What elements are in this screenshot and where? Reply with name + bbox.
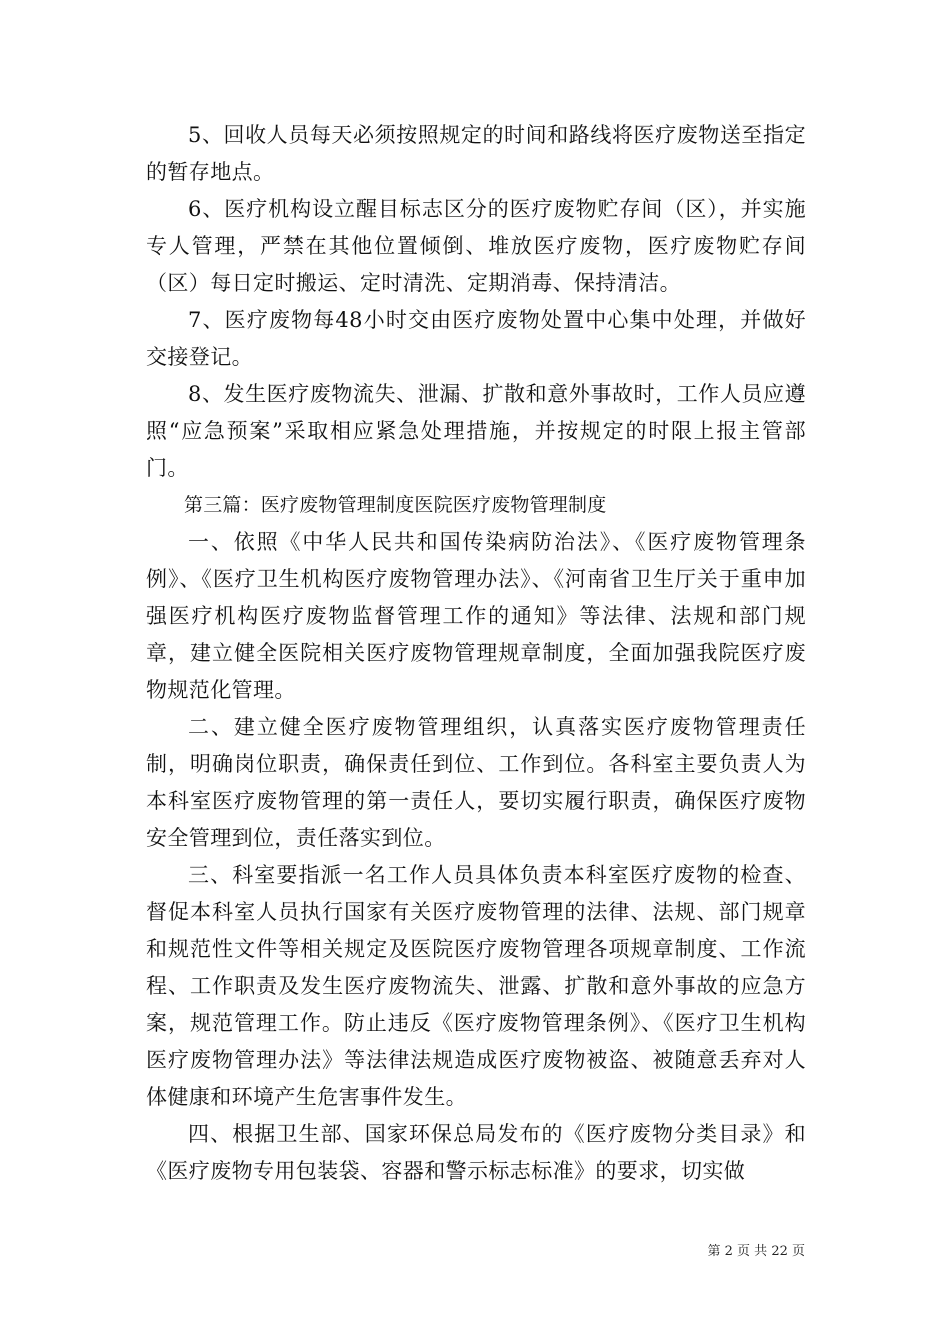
paragraph-8: 8、发生医疗废物流失、泄漏、扩散和意外事故时，工作人员应遵照“应急预案”采取相应紧急处理措施，并按规定的时限上报主管部门。 (146, 382, 806, 480)
paragraph-two: 二、建立健全医疗废物管理组织，认真落实医疗废物管理责任制，明确岗位职责，确保责任到位、工作到位。各科室主要负责人为本科室医疗废物管理的第一责任人，要切实履行职责，确保医疗废物安全管理到位，责任落实到位。 (146, 715, 806, 850)
paragraph-6: 6、医疗机构设立醒目标志区分的医疗废物贮存间（区），并实施专人管理，严禁在其他位置倾倒、堆放医疗废物，医疗废物贮存间（区）每日定时搬运、定时清洗、定期消毒、保持清洁。 (146, 197, 806, 295)
paragraph-three: 三、科室要指派一名工作人员具体负责本科室医疗废物的检查、督促本科室人员执行国家有关医疗废物管理的法律、法规、部门规章和规范性文件等相关规定及医院医疗废物管理各项规章制度、工作流程、工作职责及发生医疗废物流失、泄露、扩散和意外事故的应急方案，规范管理工作。防止违反《医疗废物管理条例》、《医疗卫生机构医疗废物管理办法》等法律法规造成医疗废物被盗、被随意丢弃对人体健康和环境产生危害事件发生。 (146, 863, 806, 1109)
document-body (146, 117, 806, 1190)
section-heading: 第三篇：医疗废物管理制度医院医疗废物管理制度 (184, 494, 607, 516)
paragraph-one: 一、依照《中华人民共和国传染病防治法》、《医疗废物管理条例》、《医疗卫生机构医疗废物管理办法》、《河南省卫生厅关于重申加强医疗机构医疗废物监督管理工作的通知》等法律、法规和部门规章，建立健全医院相关医疗废物管理规章制度，全面加强我院医疗废物规范化管理。 (146, 530, 806, 702)
paragraph-four: 四、根据卫生部、国家环保总局发布的《医疗废物分类目录》和《医疗废物专用包装袋、容器和警示标志标准》的要求，切实做 (146, 1122, 806, 1183)
paragraph-5: 5、回收人员每天必须按照规定的时间和路线将医疗废物送至指定的暂存地点。 (146, 123, 806, 184)
paragraph-7: 7、医疗废物每48小时交由医疗废物处置中心集中处理，并做好交接登记。 (146, 308, 806, 369)
page-number: 第 2 页 共 22 页 (707, 1244, 805, 1259)
